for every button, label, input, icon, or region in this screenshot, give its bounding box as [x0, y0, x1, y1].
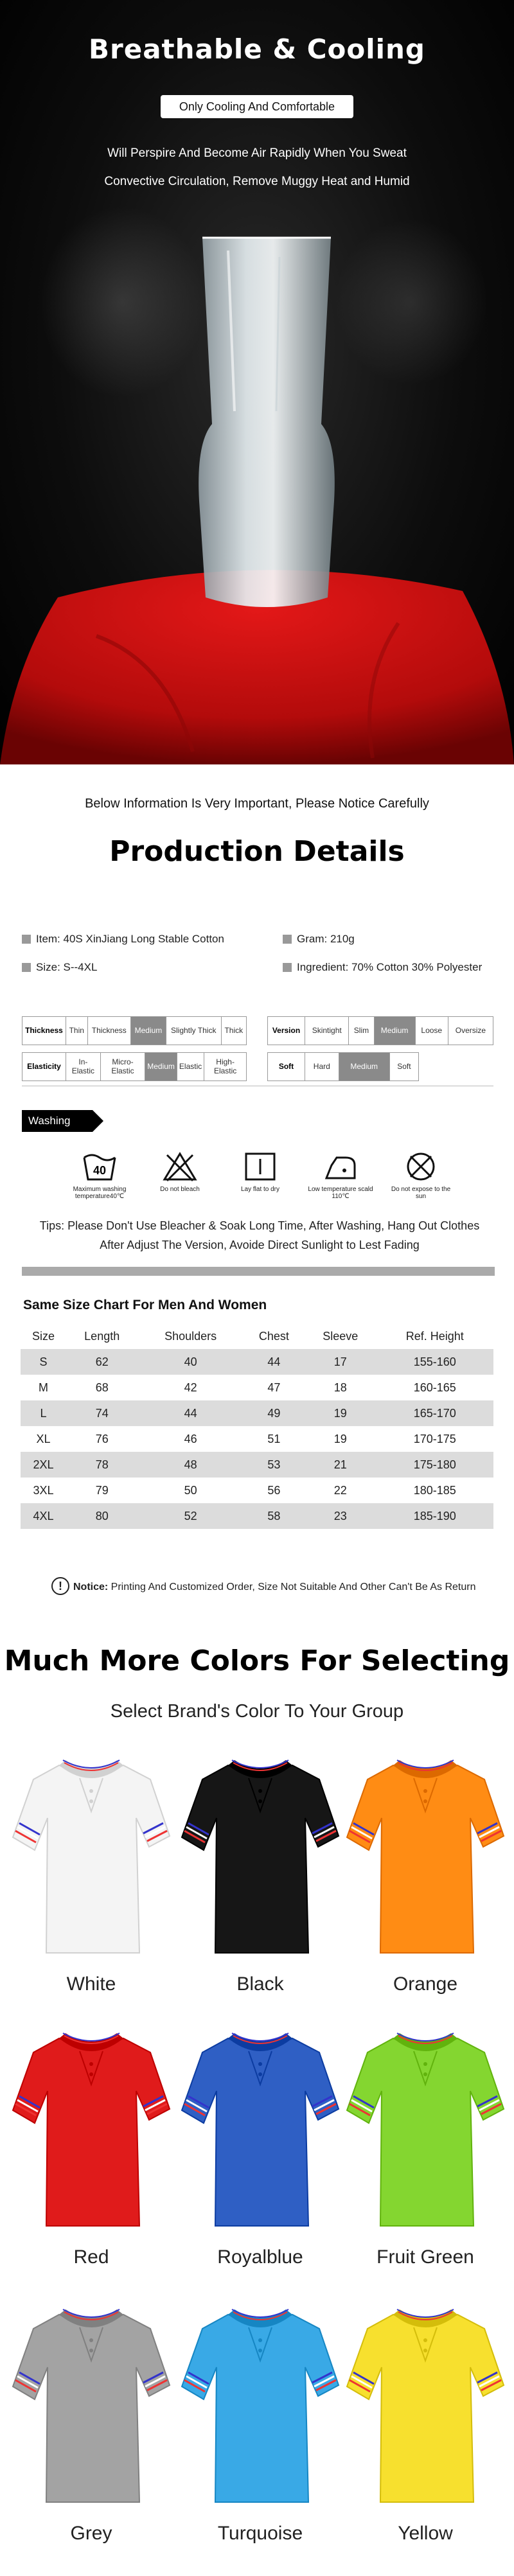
size-cell: 19 — [333, 1432, 347, 1445]
color-option — [342, 2014, 509, 2271]
size-cell: 58 — [244, 1503, 305, 1529]
version-option: Loose — [415, 1017, 448, 1045]
size-cell: 165-170 — [377, 1400, 493, 1426]
ice-glass-image — [183, 231, 350, 617]
spec-item: Item: 40S XinJiang Long Stable Cotton — [22, 933, 224, 946]
no-bleach-icon — [162, 1150, 198, 1183]
size-cell: 170-175 — [413, 1432, 456, 1445]
soft-option: Medium — [339, 1053, 389, 1081]
color-name: Orange — [393, 1973, 458, 1995]
size-cell: 79 — [95, 1483, 109, 1497]
size-cell: 44 — [244, 1349, 305, 1375]
size-cell: 22 — [333, 1483, 347, 1497]
hero-line-2: Convective Circulation, Remove Muggy Heat and Humid — [104, 175, 410, 188]
color-name: Yellow — [398, 2523, 453, 2544]
version-label: Version — [268, 1017, 305, 1045]
version-option: Oversize — [448, 1017, 493, 1045]
polo-shirt-image — [177, 2014, 344, 2239]
size-cell: 155-160 — [377, 1349, 493, 1375]
elasticity-label: Elasticity — [22, 1053, 66, 1081]
size-header: Shoulders — [164, 1329, 217, 1343]
washing-tips-line-2: After Adjust The Version, Avoide Direct Sunlight to Lest Fading — [100, 1239, 420, 1251]
care-item — [225, 1150, 296, 1193]
size-cell: 42 — [184, 1381, 197, 1394]
table-row — [21, 1426, 493, 1452]
size-header: Length — [84, 1329, 120, 1343]
polo-shirt-image — [177, 2290, 344, 2515]
no-sun-icon — [403, 1150, 439, 1183]
size-cell: 2XL — [21, 1452, 66, 1478]
size-cell: S — [21, 1349, 66, 1375]
thickness-option: Thin — [66, 1017, 88, 1045]
size-header: Sleeve — [323, 1329, 359, 1343]
spec-ingredient: Ingredient: 70% Cotton 30% Polyester — [283, 961, 482, 974]
soft-option: Soft — [389, 1053, 418, 1081]
size-cell: 78 — [66, 1452, 138, 1478]
size-cell: 48 — [137, 1452, 243, 1478]
color-option — [8, 1741, 175, 1998]
color-option — [8, 2290, 175, 2547]
size-header: Chest — [258, 1329, 289, 1343]
color-option — [177, 2014, 344, 2271]
thickness-option: Thickness — [87, 1017, 130, 1045]
color-option — [342, 2290, 509, 2547]
size-cell: M — [38, 1381, 48, 1394]
colors-title: Much More Colors For Selecting — [4, 1645, 510, 1677]
size-cell: 17 — [305, 1349, 377, 1375]
soft-label: Soft — [268, 1053, 305, 1081]
washing-tag: Washing — [22, 1110, 93, 1132]
hero-subtitle: Only Cooling And Comfortable — [161, 95, 353, 118]
size-cell: 76 — [95, 1432, 109, 1445]
size-chart-table — [21, 1323, 493, 1529]
color-name: Black — [236, 1973, 284, 1995]
care-item — [305, 1150, 376, 1200]
size-cell: 46 — [184, 1432, 197, 1445]
iron-low-icon — [323, 1150, 359, 1183]
size-cell: 175-180 — [377, 1452, 493, 1478]
table-row — [21, 1375, 493, 1400]
size-cell: 19 — [305, 1400, 377, 1426]
size-cell: 74 — [66, 1400, 138, 1426]
size-cell: 49 — [244, 1400, 305, 1426]
care-label: Do not bleach — [160, 1186, 200, 1193]
table-row — [21, 1349, 493, 1375]
size-cell: XL — [36, 1432, 51, 1445]
notice-icon: ! — [51, 1577, 69, 1595]
washing-tips-line-1: Tips: Please Don't Use Bleacher & Soak Long Time, After Washing, Hang Out Clothes — [39, 1219, 480, 1232]
size-header: Ref. Height — [405, 1329, 464, 1343]
color-name: White — [66, 1973, 116, 1995]
colors-subtitle: Select Brand's Color To Your Group — [110, 1701, 404, 1722]
color-name: Grey — [70, 2523, 112, 2544]
color-name: Turquoise — [217, 2523, 303, 2544]
care-label: Do not expose to the sun — [391, 1186, 451, 1200]
care-label: Low temperature scald 110℃ — [308, 1186, 373, 1200]
size-cell: 40 — [137, 1349, 243, 1375]
table-row — [21, 1478, 493, 1503]
size-cell: 80 — [66, 1503, 138, 1529]
thickness-label: Thickness — [22, 1017, 66, 1045]
size-cell: 52 — [137, 1503, 243, 1529]
care-item — [64, 1150, 135, 1200]
smoke-effect — [334, 218, 488, 385]
size-cell: 50 — [184, 1483, 197, 1497]
size-cell: 160-165 — [413, 1381, 456, 1394]
size-cell: 21 — [305, 1452, 377, 1478]
elasticity-option: High-Elastic — [204, 1053, 247, 1081]
size-cell: L — [21, 1400, 66, 1426]
wash-temperature-number: 40 — [93, 1164, 107, 1177]
table-row — [21, 1503, 493, 1529]
size-cell: 68 — [95, 1381, 109, 1394]
care-item — [386, 1150, 456, 1200]
polo-shirt-image — [342, 2290, 509, 2515]
production-details-title: Production Details — [109, 835, 405, 868]
polo-shirt-image — [177, 1741, 344, 1966]
thickness-option: Thick — [221, 1017, 246, 1045]
hero-title: Breathable & Cooling — [89, 33, 425, 65]
soft-table — [267, 1052, 419, 1081]
care-item — [145, 1150, 215, 1193]
size-cell: 18 — [333, 1381, 347, 1394]
color-option — [177, 2290, 344, 2547]
bullet-square — [22, 935, 31, 944]
care-label: Maximum washing temperature40℃ — [73, 1186, 127, 1200]
bullet-square — [22, 963, 31, 972]
polo-shirt-image — [342, 2014, 509, 2239]
thickness-table — [22, 1016, 247, 1045]
elasticity-option: Elastic — [177, 1053, 204, 1081]
polo-shirt-image — [342, 1741, 509, 1966]
soft-option: Hard — [305, 1053, 339, 1081]
table-row — [21, 1452, 493, 1478]
spec-size: Size: S--4XL — [22, 961, 97, 974]
wash-40-icon — [82, 1150, 118, 1183]
size-chart-title: Same Size Chart For Men And Women — [23, 1298, 267, 1312]
color-name: Royalblue — [217, 2246, 303, 2268]
elasticity-table — [22, 1052, 247, 1081]
important-notice-line: Below Information Is Very Important, Please Notice Carefully — [85, 797, 429, 811]
color-name: Fruit Green — [377, 2246, 474, 2268]
size-cell: 185-190 — [377, 1503, 493, 1529]
hero-banner — [0, 0, 514, 764]
version-option: Slim — [349, 1017, 374, 1045]
size-cell: 56 — [267, 1483, 281, 1497]
color-option — [8, 2014, 175, 2271]
size-cell: 62 — [66, 1349, 138, 1375]
bullet-square — [283, 963, 292, 972]
return-notice — [51, 1577, 475, 1595]
color-name: Red — [73, 2246, 109, 2268]
size-cell: 23 — [305, 1503, 377, 1529]
color-option — [177, 1741, 344, 1998]
size-cell: 3XL — [33, 1483, 54, 1497]
version-option: Medium — [374, 1017, 415, 1045]
lay-flat-dry-icon — [242, 1150, 278, 1183]
size-header: Size — [31, 1329, 55, 1343]
version-table — [267, 1016, 493, 1045]
thickness-option: Medium — [130, 1017, 166, 1045]
notice-text: Printing And Customized Order, Size Not Suitable And Other Can't Be As Return — [108, 1582, 476, 1592]
table-row — [21, 1400, 493, 1426]
thickness-option: Slightly Thick — [166, 1017, 221, 1045]
divider-bar — [22, 1267, 495, 1276]
bullet-square — [283, 935, 292, 944]
hero-line-1: Will Perspire And Become Air Rapidly When You Sweat — [107, 146, 407, 160]
color-option — [342, 1741, 509, 1998]
care-label: Lay flat to dry — [240, 1186, 280, 1193]
size-cell: 47 — [267, 1381, 281, 1394]
size-cell: 44 — [137, 1400, 243, 1426]
version-option: Skintight — [305, 1017, 349, 1045]
spec-gram: Gram: 210g — [283, 933, 355, 946]
polo-shirt-image — [8, 2290, 175, 2515]
smoke-effect — [39, 206, 206, 398]
notice-label: Notice: — [73, 1582, 109, 1592]
size-cell: 180-185 — [413, 1483, 456, 1497]
elasticity-option: In-Elastic — [66, 1053, 101, 1081]
polo-shirt-image — [8, 2014, 175, 2239]
elasticity-option: Medium — [145, 1053, 177, 1081]
size-cell: 51 — [267, 1432, 281, 1445]
elasticity-option: Micro-Elastic — [100, 1053, 145, 1081]
polo-shirt-image — [8, 1741, 175, 1966]
size-cell: 53 — [244, 1452, 305, 1478]
size-cell: 4XL — [21, 1503, 66, 1529]
